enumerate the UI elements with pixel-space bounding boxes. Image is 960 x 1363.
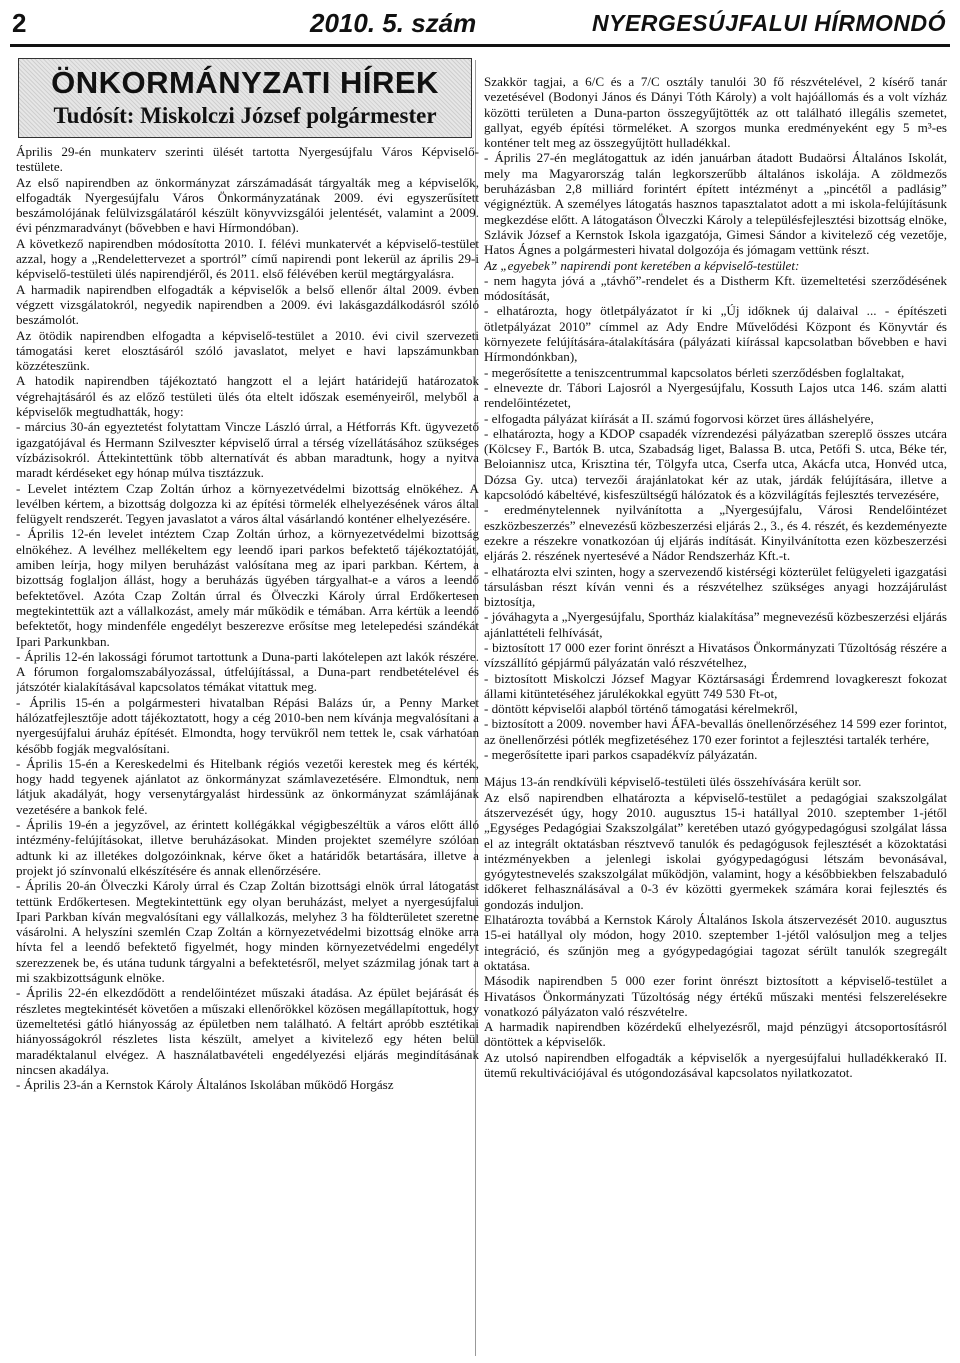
list-item: - elnevezte dr. Tábori Lajosról a Nyergesújfalu, Kossuth Lajos utca 146. szám alatti rendelőintézetet, (484, 379, 947, 411)
paragraph: - Április 19-én a jegyzővel, az érintett kollégákkal végigbeszéltük a város előtt álló intézmény-felújításokat, illetve beruházásokat. Minden projektet személyre szólóan adtunk ki az illetékes dolgozóinknak, kérve őket a határidők betartására, illetve a projekt jó színvonalú elkészítésére és annak ellenőrzésére. (16, 817, 479, 878)
list-item: - elhatározta, hogy a KDOP csapadék vízrendezési pályázatban szereplő összes utcára (Kölcsey F., Bartók B. utca, Szabadság liget, Balassa B. utca, Petőfi S. utca, Béke tér, Beloiannisz utca, Krisztina tér, Tölgyfa utca, Cserfa utca, Akácfa utca, Honvéd utca, Dózsa Gy. utca) tervezői árajánlatokat kér az utak, járdák felújítására, illetve a kapcsolódó kábeltévé, kisfeszültségű hálózatok és a közvilágítás fejlesztés tervezésére, (484, 425, 947, 503)
list-item: - biztosított Miskolczi József Magyar Köztársasági Érdemrend lovagkereszt fokozat állami kitüntetéséhez járulékokkal együtt 749 530 Ft-ot, (484, 670, 947, 701)
paragraph: A következő napirendben módosította 2010. I. félévi munkatervét a képviselő-testület azzal, hogy a „Rendelettervezet a sportról” című napirendi pont lekerül az április 29-i képviselő-testületi ülés napirendjéről, és 2011. első félévében kerül megtárgyalásra. (16, 235, 479, 282)
list-item: - elhatározta elvi szinten, hogy a szervezendő kistérségi közterület felügyeleti igazgatási társulásban részt kíván venni és a részvételhez szükséges anyagi hozzájárulást biztosítja, (484, 563, 947, 610)
section-subtitle: Tudósít: Miskolczi József polgármester (53, 103, 437, 128)
paragraph: Elhatározta továbbá a Kernstok Károly Általános Iskola átszervezését 2010. augusztus 15-ei hatállyal oly módon, hogy 2010. szeptember 1-jétől valósuljon meg a teljes integráció, és szűnjön meg a gyógypedagógiai tagozat sérült tanulók szegregált oktatása. (484, 912, 947, 973)
list-item: - biztosított 17 000 ezer forint önrészt a Hivatásos Önkormányzati Tűzoltóság részére a vízszállító gépjármű pályázatán való részvételhez, (484, 639, 947, 671)
paragraph: - március 30-án egyeztetést folytattam Vincze László úrral, a Hétforrás Kft. ügyvezető igazgatójával és Hermann Szilveszter képviselő úrral a térség vízellátásához szükséges vízbázisokról. Áttekintettünk több alternatívát és abban maradtunk, hogy a nyitva maradt kérdéseket egy hónap múlva tisztázzuk. (16, 419, 479, 481)
header-rule (10, 44, 950, 47)
left-column (16, 144, 479, 1356)
paragraph: - Április 12-én levelet intéztem Czap Zoltán úrhoz, a környezetvédelmi bizottság elnökéhez. A levélhez mellékeltem egy leendő ipari parkos befektető tájékoztatóját, amiben leírja, hogy milyen beruházást valósítana meg az ipari parkban. Kértem, a bizottság foglaljon állást, hogy a beruházás ügyében tárgyalhat-e a város a leendő befektetővel. Azóta Czap Zoltán úrral és Ölveczki Károly úrral Erdőkertesen megtekintettük azt a vállalkozást, amely már működik e témában. Arra kértük a leendő befektetőt, hogy mindenféle engedélyt beszerezve erősítse meg letelepedési szándékát Ipari Parkunkban. (16, 526, 479, 649)
paragraph: - Április 15-én a Kereskedelmi és Hitelbank régiós vezetői kerestek meg és kérték, hogy hadd tegyenek ajánlatot az önkormányzat számlavezetésére. Elmondtuk, nem látjuk akadályát, hogy versenytárgyalást hirdessünk az önkormányzat számlájának vezetésére a bankok felé. (16, 755, 479, 817)
paragraph: - Április 27-én meglátogattuk az idén januárban átadott Budaörsi Általános Iskolát, mely ma Magyarország talán legkorszerűbb általános iskolája. A zöldmezős beruházásban 2,8 milliárd forintért épített intézményt a „pincétől a padlásig” végignéztük. A személyes látogatás hasznos tapasztalatot adott a mi iskola-felújításunk megkezdése előtt. A látogatáson Ölveczki Károly a településfejlesztési bizottság elnöke, Szlávik József a Kernstok Iskola igazgatója, Gimesi Sándor a kivitelező cég vezetője, Hatos Ágnes a polgármesteri hivatal dolgozója és jómagam vettünk részt. (484, 150, 947, 258)
paragraph: - Április 22-én elkezdődött a rendelőintézet műszaki átadása. Az épület bejárását és részletes megtekintését követően a műszaki ellenőrökkel közösen megállapítottuk, hogy üzemeltetési gátló hiányosság az épületben nem található. A feltárt apróbb esztétikai hiányosságokról részletes lista készült, amelyet a kivitelező egy héten belül maradéktalanul elvégez. A használatbavételi engedélyezési eljárás megindításának nincsen akadálya. (16, 985, 479, 1077)
page-number: 2 (12, 8, 27, 38)
paragraph: Az első napirendben az önkormányzat zárszámadását tárgyalták meg a képviselők, elfogadták Nyergesújfalu Város Önkormányzatának 2009. évi egyszerűsített beszámolójának felülvizsgálatáról készült könyvvizsgálói jelentését, valamint a 2009. évi pénzmaradványt (bővebben e havi Hírmondóban). (16, 174, 479, 236)
list-item: - jóváhagyta a „Nyergesújfalu, Sportház kialakítása” megnevezésű közbeszerzési eljárás ajánlattételi felhívását, (484, 609, 947, 640)
list-item: - eredménytelennek nyilvánította a „Nyergesújfalu, Városi Rendelőintézet eszközbeszerzés” elnevezésű közbeszerzési eljárás 2., 3., és 4. részét, és kezdeményezte ezekre a részekre vonatkozóan új eljárás indítását. Kinyilvánította ezen közbeszerzési eljárás 2. részének nyertesévé a Nádor Rendszerház Kft.-t. (484, 502, 947, 564)
paragraph: Második napirendben 5 000 ezer forint önrészt biztosított a képviselő-testület a Hivatásos Önkormányzati Tűzoltóság négy értékű műszaki mentési felszerelésekre vonatkozó pályázaton való részvételre. (484, 973, 947, 1019)
paragraph: - Április 12-én lakossági fórumot tartottunk a Duna-parti lakótelepen azt lakók részére. A fórumon forgalomszabályozással, útfelújítással, a Duna-part rendbetételével és játszótér kialakításával kapcsolatos témákat vitattuk meg. (16, 648, 479, 695)
section-banner (18, 58, 472, 138)
paragraph: Április 29-én munkaterv szerinti ülését tartotta Nyergesújfalu Város Képviselő-testülete. (16, 144, 479, 175)
list-item: - döntött képviselői alapból történő támogatási kérelmekről, (484, 701, 798, 717)
paragraph: Az ötödik napirendben elfogadta a képviselő-testület a 2010. évi civil szervezeti támogatási keret elosztásáról szóló javaslatot, melyet e havi lapszámunkban közzéteszünk. (16, 327, 479, 374)
paragraph: Az első napirendben elhatározta a képviselő-testület a pedagógiai szakszolgálat átszervezését úgy, hogy 2010. augusztus 15-i hatállyal 2010. szeptember 1-jétől „Egységes Pedagógiai Szakszolgálat” keretében utazó gyógypedagógusi szolgálat lássa el az integrált oktatásban résztvevő tanulók és pedagógusok fejlesztését a közoktatási intézményekben a jelenlegi iskolai gyógypedagógusi létszám bevonásával, gyógytestnevelés szakszolgálat működjön, valamint, hogy a későbbiekben felszabaduló időkeret felhasználásával a 0-3 év közötti gyermekek számára korai fejlesztés és gondozás induljon. (484, 789, 947, 912)
paragraph: A harmadik napirendben közérdekű elhelyezésről, majd pénzügyi átcsoportosításról döntöttek a képviselők. (484, 1019, 947, 1050)
paragraph: A hatodik napirendben tájékoztató hangzott el a lejárt határidejű határozatok végrehajtásáról és az előző testületi ülés óta eltelt időszak eseményeiről, melyből a képviselők megtudhatták, hogy: (16, 373, 479, 420)
list-item: - biztosított a 2009. november havi ÁFA-bevallás önellenőrzéséhez 14 599 ezer forintot, az önellenőrzési pótlék megfizetéséhez 170 ezer forintot a fejlesztési tartalék terhére, (484, 716, 947, 747)
page-header (0, 0, 960, 46)
right-column (484, 74, 947, 1358)
newspaper-title: NYERGESÚJFALUI HÍRMONDÓ (592, 10, 946, 36)
paragraph: Az „egyebek” napirendi pont keretében a képviselő-testület: (484, 257, 800, 273)
paragraph: - Április 15-én a polgármesteri hivatalban Répási Balázs úr, a Penny Market hálózatfejlesztője adott tájékoztatott, hogy a cég 2010-ben nem kívánja megvalósítani a nyergesújfalui áruház építését. Elmondta, hogy tervükről nem tettek le, csak várhatóan később fogják megvalósítani. (16, 694, 479, 756)
paragraph: Szakkör tagjai, a 6/C és a 7/C osztály tanulói 30 fő részvételével, 2 kísérő tanár vezetésével (Bodonyi János és Dányi Tóth Károly) a volt hajóállomás és a volt vízház közötti területen a Duna-parton összegyűjtötték az ott található illegális szemetet, gallyat, egyéb építési törmeléket. A szorgos munka eredményeként egy 5 m³-es konténer telt meg az összegyűjtött hulladékkal. (484, 74, 947, 151)
list-item: - elhatározta, hogy ötletpályázatot ír ki „Új időknek új dalaival ... - építészeti ötletpályázat 2010” címmel az Ady Endre Művelődési Központ és Könyvtár és környezete felújítására-átalakítására (pályázati kiírással kapcsolatban bővebben e havi Hírmondónkban), (484, 303, 947, 365)
paragraph: - Levelet intéztem Czap Zoltán úrhoz a környezetvédelmi bizottság elnökéhez. A levélben kértem, a bizottság dolgozza ki az építési törmelék elhelyezésének város által felügyelt rendszerét. Tegyen javaslatot a város által vásárlandó konténer elhelyezésére. (16, 480, 479, 527)
list-item: - megerősítette ipari parkos csapadékvíz pályázatán. (484, 747, 758, 763)
paragraph: - Április 23-án a Kernstok Károly Általános Iskolában működő Horgász (16, 1077, 394, 1093)
list-item: - elfogadta pályázat kiírását a II. számú fogorvosi körzet üres álláshelyére, (484, 410, 874, 426)
paragraph: Az utolsó napirendben elfogadták a képviselők a nyergesújfalui hulladékkerakó II. ütemű rekultivációjával és utógondozásával kapcsolatos nyilatkozatot. (484, 1049, 947, 1080)
paragraph: A harmadik napirendben elfogadták a képviselők a belső ellenőr által 2009. évben végzett vizsgálatokról, negyedik napirendben a 2009. évi lakásgazdálkodásról szóló beszámolót. (16, 281, 479, 328)
section-title: ÖNKORMÁNYZATI HÍREK (51, 65, 439, 100)
issue-number: 2010. 5. szám (310, 8, 477, 38)
list-item: - megerősítette a teniszcentrummal kapcsolatos bérleti szerződésben foglaltakat, (484, 364, 905, 380)
list-item: - nem hagyta jóvá a „távhő”-rendelet és a Distherm Kft. üzemeltetési szerződésének módosítását, (484, 272, 947, 304)
paragraph: Május 13-án rendkívüli képviselő-testületi ülés összehívására került sor. (484, 774, 862, 790)
paragraph: - Április 20-án Ölveczki Károly úrral és Czap Zoltán bizottsági elnök úrral látogatást tettünk Erdőkertesen. Megtekintettünk egy olyan beruházást, melyet a nyergesújfalui Ipari Parkban kíván megvalósítani egy vállalkozás, melyhez 3 ha földterületet szeretne vásárolni. A helyszíni szemlén Czap Zoltán a környezetvédelmi bizottság elnöke arra hívta fel a leendő befektető figyelmét, hogy minden környezetvédelmi engedélyt szerezzenek be, és utána tudunk tárgyalni a befektetésről, melyet százmilag jónak tart a mi szakbizottságunk elnöke. (16, 878, 479, 986)
